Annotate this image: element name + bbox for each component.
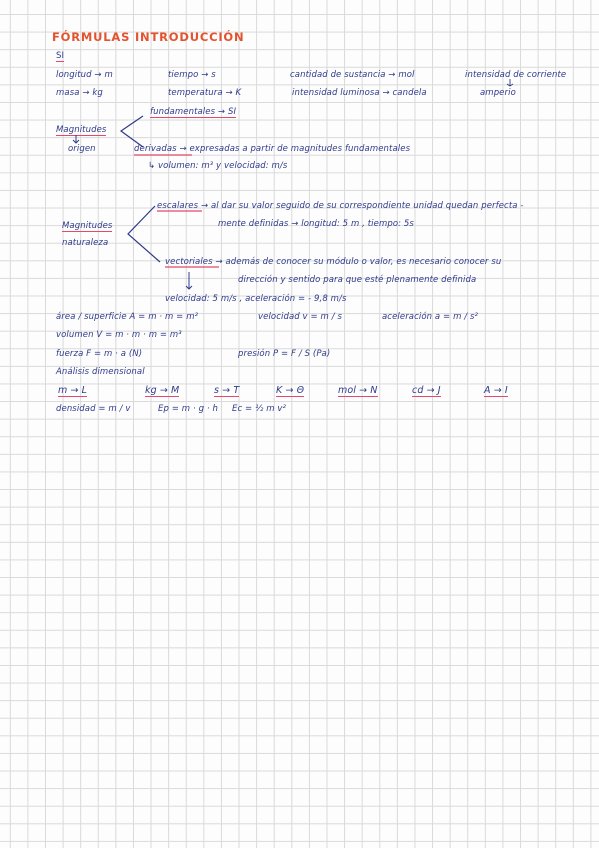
magnitudes-origen-word: Magnitudes [56,125,107,135]
si-tiempo: tiempo → s [168,70,216,80]
formula-ec: Ec = ½ m v² [232,404,287,414]
naturaleza-label: naturaleza [62,238,109,248]
formula-velocidad: velocidad v = m / s [258,312,342,322]
dim-mass-text: kg → M [145,385,180,396]
formula-presion: presión P = F / S (Pa) [238,349,331,359]
si-heading: SI [56,51,65,61]
magnitudes-naturaleza-word: Magnitudes [62,221,113,231]
si-masa: masa → kg [56,88,103,98]
formula-volumen: volumen V = m · m · m = m³ [56,330,182,340]
formula-aceleracion: aceleración a = m / s² [382,312,479,322]
formula-fuerza: fuerza F = m · a (N) [56,349,143,359]
naturaleza-brace-icon [128,206,160,262]
dim-temperature-text: K → Θ [276,385,305,396]
si-longitud: longitud → m [56,70,113,80]
dim-length-text: m → L [58,385,88,396]
formula-densidad: densidad = m / v [56,404,131,414]
formula-area: área / superficie A = m · m = m² [56,312,199,322]
vectoriales-line-2: dirección y sentido para que esté plenamente definida [238,275,477,285]
formula-ep: Ep = m · g · h [158,404,218,414]
vectoriales-line-3: velocidad: 5 m/s , aceleración = - 9,8 m/s [165,294,347,304]
amperio-arrow-icon [507,79,513,86]
dim-luminous-text: cd → J [412,385,441,396]
si-intensidad-luminosa: intensidad luminosa → candela [292,88,427,98]
fundamentales-text: fundamentales → SI [150,107,237,117]
dim-current-text: A → I [484,385,508,396]
origen-brace-icon [121,116,143,147]
origen-label: origen [68,144,96,154]
dim-time-text: s → T [214,385,240,396]
page-title: FÓRMULAS INTRODUCCIÓN [52,30,245,44]
si-temperatura: temperatura → K [168,88,242,98]
escalares-line-1: escalares → al dar su valor seguido de su correspondiente unidad quedan perfecta - [157,201,524,211]
derivadas-example: ↳ volumen: m³ y velocidad: m/s [148,161,288,171]
si-amperio: amperio [480,88,516,98]
si-intensidad-corriente: intensidad de corriente [465,70,567,80]
derivadas-text: derivadas → expresadas a partir de magnitudes fundamentales [134,144,411,154]
escalares-line-2: mente definidas → longitud: 5 m , tiempo: 5s [218,219,414,229]
analisis-heading: Análisis dimensional [56,367,145,377]
vectoriales-down-arrow-icon [186,272,192,289]
dim-amount-text: mol → N [338,385,378,396]
vectoriales-line-1: vectoriales → además de conocer su módulo o valor, es necesario conocer su [165,257,502,267]
origen-down-arrow-icon [73,135,79,143]
si-cantidad-sustancia: cantidad de sustancia → mol [290,70,415,80]
